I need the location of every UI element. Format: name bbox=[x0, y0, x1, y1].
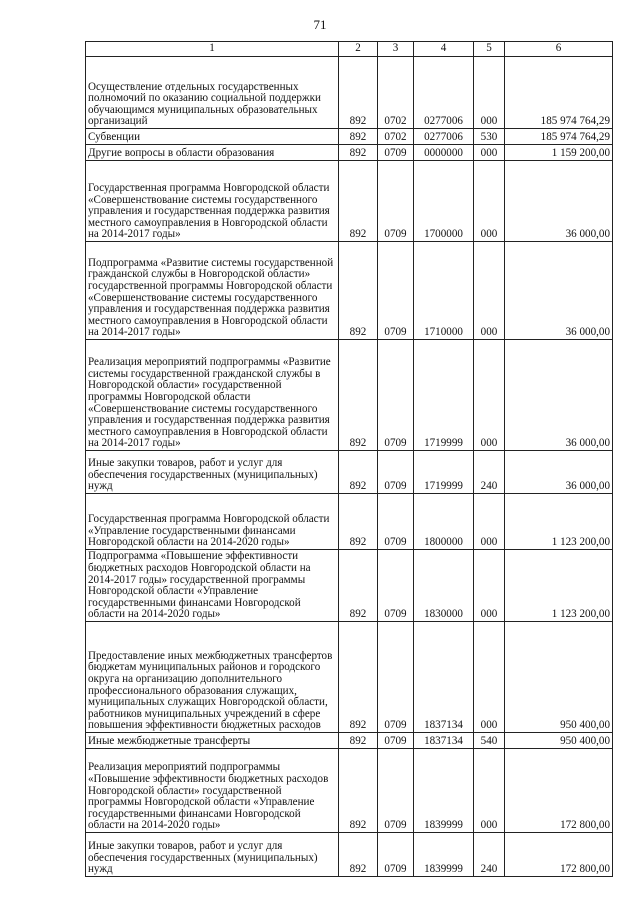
table-row bbox=[86, 242, 613, 340]
column-header-name: 1 bbox=[86, 42, 339, 57]
row-csr: 1839999 bbox=[414, 749, 474, 833]
row-vr: 000 bbox=[474, 749, 505, 833]
row-vr: 540 bbox=[474, 733, 505, 749]
table-body bbox=[86, 57, 613, 877]
row-name: Предоставление иных межбюджетных трансфертов бюджетам муниципальных районов и городского округа на организацию дополнительного профессионального образования служащих, муниципальных служащих Новгородской области, работников муниципальных учреждений в сфере повышения эффективности бюджетных расходов bbox=[86, 622, 339, 733]
table-row bbox=[86, 145, 613, 161]
row-csr: 1830000 bbox=[414, 550, 474, 622]
row-rz: 0709 bbox=[378, 833, 414, 877]
table-row bbox=[86, 451, 613, 494]
row-name: Государственная программа Новгородской области «Совершенствование системы государственного управления и государственная поддержка развития местного самоуправления в Новгородской области на 2014-2017 годы» bbox=[86, 161, 339, 242]
row-csr: 1710000 bbox=[414, 242, 474, 340]
row-sum: 36 000,00 bbox=[505, 340, 613, 451]
row-vr: 240 bbox=[474, 833, 505, 877]
row-rz: 0709 bbox=[378, 451, 414, 494]
row-vr: 000 bbox=[474, 494, 505, 550]
row-sum: 185 974 764,29 bbox=[505, 57, 613, 129]
row-ved: 892 bbox=[339, 622, 378, 733]
row-name: Иные закупки товаров, работ и услуг для обеспечения государственных (муниципальных) нужд bbox=[86, 833, 339, 877]
row-ved: 892 bbox=[339, 550, 378, 622]
row-ved: 892 bbox=[339, 733, 378, 749]
table-row bbox=[86, 749, 613, 833]
table-row bbox=[86, 161, 613, 242]
column-header-sum: 6 bbox=[505, 42, 613, 57]
row-vr: 240 bbox=[474, 451, 505, 494]
table-row bbox=[86, 57, 613, 129]
row-sum: 172 800,00 bbox=[505, 749, 613, 833]
row-csr: 1719999 bbox=[414, 340, 474, 451]
row-name: Иные закупки товаров, работ и услуг для обеспечения государственных (муниципальных) нужд bbox=[86, 451, 339, 494]
row-ved: 892 bbox=[339, 129, 378, 145]
row-csr: 1837134 bbox=[414, 622, 474, 733]
row-ved: 892 bbox=[339, 340, 378, 451]
row-ved: 892 bbox=[339, 494, 378, 550]
row-sum: 1 159 200,00 bbox=[505, 145, 613, 161]
row-name: Иные межбюджетные трансферты bbox=[86, 733, 339, 749]
row-csr: 0277006 bbox=[414, 57, 474, 129]
row-csr: 1719999 bbox=[414, 451, 474, 494]
row-name: Реализация мероприятий подпрограммы «Повышение эффективности бюджетных расходов Новгородской области» государственной программы Новгородской области «Управление государственными финансами Новгородской области на 2014-2020 годы» bbox=[86, 749, 339, 833]
row-name: Подпрограмма «Развитие системы государственной гражданской службы в Новгородской области» государственной программы Новгородской области «Совершенствование системы государственного управления и государственная поддержка развития местного самоуправления в Новгородской области на 2014-2017 годы» bbox=[86, 242, 339, 340]
row-vr: 000 bbox=[474, 145, 505, 161]
row-vr: 000 bbox=[474, 57, 505, 129]
column-header-ved: 2 bbox=[339, 42, 378, 57]
row-csr: 1839999 bbox=[414, 833, 474, 877]
row-vr: 000 bbox=[474, 550, 505, 622]
row-rz: 0709 bbox=[378, 145, 414, 161]
row-csr: 1837134 bbox=[414, 733, 474, 749]
row-sum: 172 800,00 bbox=[505, 833, 613, 877]
row-ved: 892 bbox=[339, 145, 378, 161]
row-ved: 892 bbox=[339, 242, 378, 340]
row-vr: 530 bbox=[474, 129, 505, 145]
row-sum: 36 000,00 bbox=[505, 161, 613, 242]
table-header bbox=[86, 42, 613, 57]
row-vr: 000 bbox=[474, 161, 505, 242]
table-row bbox=[86, 833, 613, 877]
row-ved: 892 bbox=[339, 749, 378, 833]
row-rz: 0709 bbox=[378, 161, 414, 242]
row-vr: 000 bbox=[474, 242, 505, 340]
row-ved: 892 bbox=[339, 57, 378, 129]
row-name: Реализация мероприятий подпрограммы «Развитие системы государственной гражданской службы в Новгородской области» государственной программы Новгородской области «Совершенствование системы государственного управления и государственная поддержка развития местного самоуправления в Новгородской области на 2014-2017 годы» bbox=[86, 340, 339, 451]
row-rz: 0709 bbox=[378, 622, 414, 733]
row-sum: 185 974 764,29 bbox=[505, 129, 613, 145]
row-sum: 36 000,00 bbox=[505, 451, 613, 494]
row-sum: 950 400,00 bbox=[505, 622, 613, 733]
row-csr: 0277006 bbox=[414, 129, 474, 145]
row-rz: 0709 bbox=[378, 733, 414, 749]
row-rz: 0709 bbox=[378, 749, 414, 833]
row-name: Государственная программа Новгородской области «Управление государственными финансами Новгородской области на 2014-2020 годы» bbox=[86, 494, 339, 550]
table-row bbox=[86, 129, 613, 145]
table-row bbox=[86, 340, 613, 451]
table-row bbox=[86, 550, 613, 622]
row-vr: 000 bbox=[474, 340, 505, 451]
table-row bbox=[86, 733, 613, 749]
row-rz: 0709 bbox=[378, 340, 414, 451]
budget-table bbox=[85, 41, 613, 877]
row-csr: 0000000 bbox=[414, 145, 474, 161]
row-name: Подпрограмма «Повышение эффективности бюджетных расходов Новгородской области на 2014-2017 годы» государственной программы Новгородской области «Управление государственными финансами Новгородской области на 2014-2020 годы» bbox=[86, 550, 339, 622]
row-sum: 36 000,00 bbox=[505, 242, 613, 340]
row-rz: 0709 bbox=[378, 494, 414, 550]
row-name: Осуществление отдельных государственных полномочий по оказанию социальной поддержки обучающимся муниципальных образовательных организаций bbox=[86, 57, 339, 129]
row-ved: 892 bbox=[339, 161, 378, 242]
row-name: Другие вопросы в области образования bbox=[86, 145, 339, 161]
table-row bbox=[86, 622, 613, 733]
column-header-rz: 3 bbox=[378, 42, 414, 57]
row-ved: 892 bbox=[339, 451, 378, 494]
page-number: 71 bbox=[313, 17, 327, 32]
row-ved: 892 bbox=[339, 833, 378, 877]
row-rz: 0702 bbox=[378, 129, 414, 145]
row-sum: 1 123 200,00 bbox=[505, 550, 613, 622]
row-rz: 0702 bbox=[378, 57, 414, 129]
row-vr: 000 bbox=[474, 622, 505, 733]
row-sum: 950 400,00 bbox=[505, 733, 613, 749]
column-header-csr: 4 bbox=[414, 42, 474, 57]
table-row bbox=[86, 494, 613, 550]
row-rz: 0709 bbox=[378, 550, 414, 622]
row-csr: 1800000 bbox=[414, 494, 474, 550]
row-rz: 0709 bbox=[378, 242, 414, 340]
row-csr: 1700000 bbox=[414, 161, 474, 242]
header-row bbox=[86, 42, 613, 57]
row-sum: 1 123 200,00 bbox=[505, 494, 613, 550]
row-name: Субвенции bbox=[86, 129, 339, 145]
column-header-vr: 5 bbox=[474, 42, 505, 57]
